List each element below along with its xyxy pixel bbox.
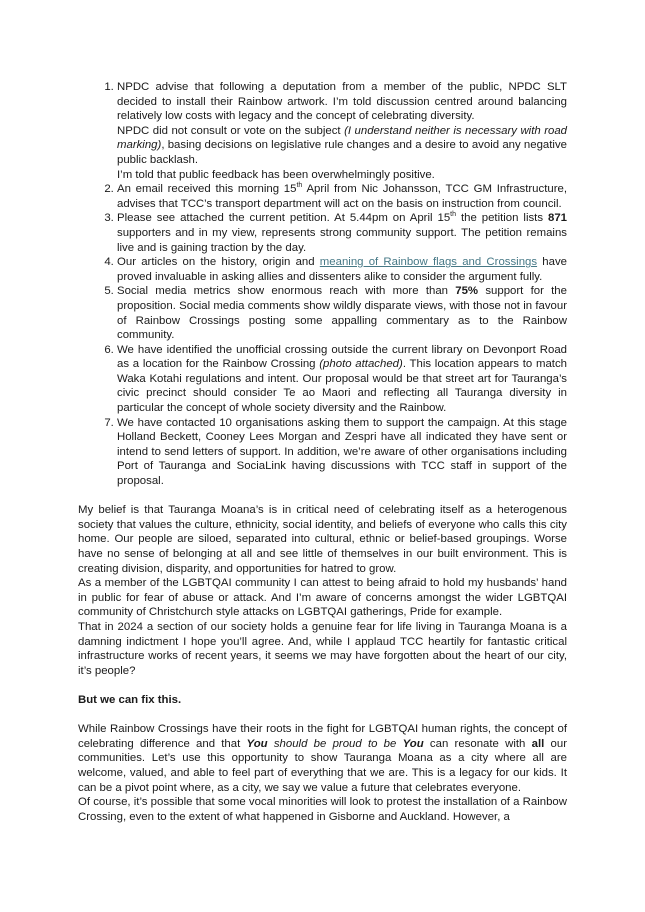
list-item: 2. An email received this morning 15th April from Nic Johansson, TCC GM Infrastructure, advises that TCC’s transport department will act on the basis on instruction from council. xyxy=(117,182,567,211)
list-item xyxy=(117,80,567,182)
list-item: 5. Social media metrics show enormous reach with more than 75% support for the proposition. Social media comments show wildly disparate views, with those not in favour of Rainbow Crossings posting some appalling commentary as to the Rainbow community. xyxy=(117,284,567,342)
list-item: 6. We have identified the unofficial crossing outside the current library on Devonport Road as a location for the Rainbow Crossing (photo attached). This location appears to match Waka Kotahi regulations and intent. Our proposal would be that street art for Tauranga’s civic precinct should consider Te ao Maori and reflecting all Tauranga diversity in particular the concept of whole society diversity and the Rainbow. xyxy=(117,343,567,416)
list-item: 4. Our articles on the history, origin and meaning of Rainbow flags and Crossings have proved invaluable in asking allies and dissenters alike to consider the argument fully. xyxy=(117,255,567,284)
list-item-text: I’m told that public feedback has been overwhelmingly positive. xyxy=(117,168,435,181)
list-item: 3. Please see attached the current petition. At 5.44pm on April 15th the petition lists 871 supporters and in my view, represents strong community support. The petition remains live and is gaining traction by the day. xyxy=(117,211,567,255)
paragraph-rainbow-roots: While Rainbow Crossings have their roots in the fight for LGBTQAI human rights, the concept of celebrating difference and that You should be proud to be You can resonate with all our communities. Let’s use this opportunity to show Tauranga Moana as a city where all are welcome, valued, and able to feel part of everything that we are. This is a legacy for our kids. It can be a pivot point where, as a city, we say we value a future that celebrates everyone. xyxy=(78,723,567,794)
paragraph-protest: Of course, it’s possible that some vocal minorities will look to protest the installation of a Rainbow Crossing, even to the extent of what happened in Gisborne and Auckland. However, a xyxy=(78,796,567,823)
paragraph-fear: That in 2024 a section of our society holds a genuine fear for life living in Tauranga Moana is a damning indictment I hope you’ll agree. And, while I applaud TCC heartily for fantastic critical infrastructure works of recent years, it seems we may have forgotten about the heart of our city, it’s people? xyxy=(78,620,567,677)
numbered-list xyxy=(78,80,567,489)
section-heading: But we can fix this. xyxy=(78,693,182,706)
list-item-text: 1. NPDC advise that following a deputation from a member of the public, NPDC SLT decided to install their Rainbow artwork. I’m told discussion centred around balancing relatively low costs with legacy and the concept of celebrating diversity. xyxy=(117,81,567,123)
document-page xyxy=(78,80,567,824)
paragraph-community: As a member of the LGBTQAI community I can attest to being afraid to hold my husbands’ hand in public for fear of abuse or attack. And I’m aware of concerns amongst the wider LGBTQAI community of Christchurch style attacks on LGBTQAI gatherings, Pride for example. xyxy=(78,577,567,619)
list-item-text: NPDC did not consult or vote on the subject (I understand neither is necessary with road marking), basing decisions on legislative rule changes and a desire to avoid any negative public backlash. xyxy=(117,124,568,166)
rainbow-meaning-link[interactable]: meaning of Rainbow flags and Crossings xyxy=(319,256,538,269)
list-item: 7. We have contacted 10 organisations asking them to support the campaign. At this stage Holland Beckett, Cooney Lees Morgan and Zespri have all indicated they have sent or intend to send letters of support. In addition, we’re aware of other organisations including Port of Tauranga and SociaLink having discussions with TCC staff in support of the proposal. xyxy=(117,416,567,489)
paragraph-belief: My belief is that Tauranga Moana’s is in critical need of celebrating itself as a heterogenous society that values the culture, ethnicity, social identity, and beliefs of everyone who calls this city home. Our people are siloed, separated into cultural, ethnic or belief-based groupings. Worse have no sense of belonging at all and see little of themselves in our built environment. This is creating division, disparity, and opportunities for hatred to grow. xyxy=(78,504,567,575)
